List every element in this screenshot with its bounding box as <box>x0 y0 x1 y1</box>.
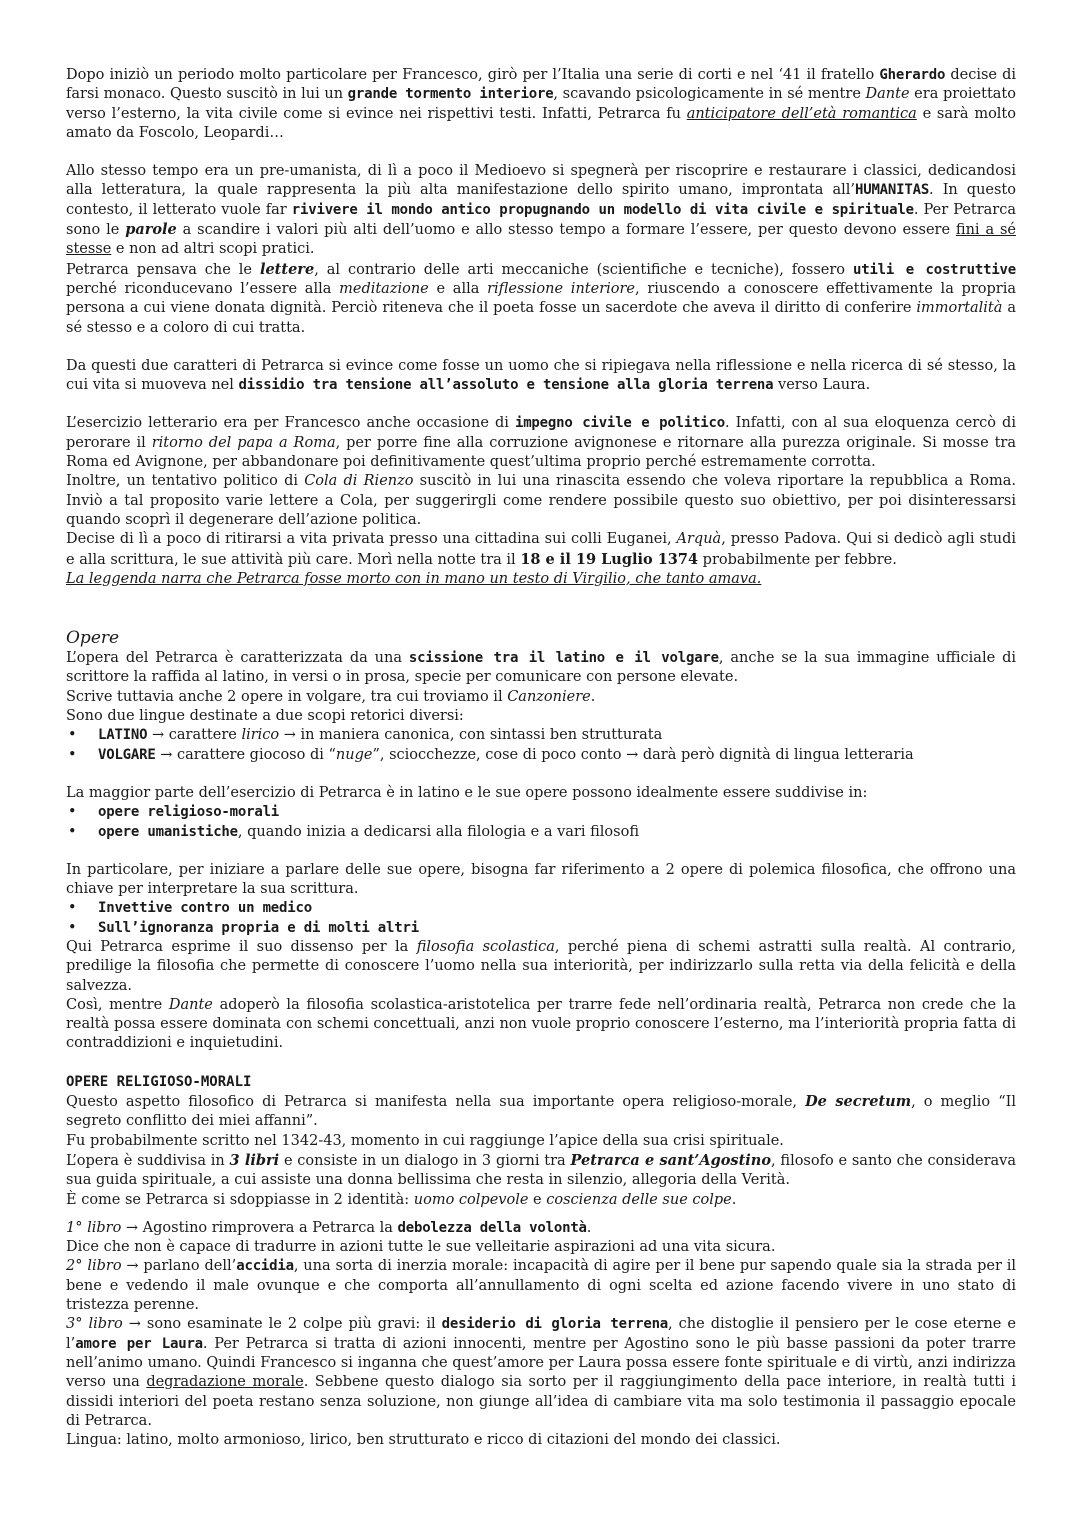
paragraph-dissidio: Da questi due caratteri di Petrarca si evince come fosse un uomo che si ripiegava nella riflessione e nella ricerca di sé stesso, la cui vita si muoveva nel dissidio tra tensione all’assoluto e tensione alla gloria terrena verso Laura. <box>66 357 1016 394</box>
paragraph-suddivisione: La maggior parte dell’esercizio di Petrarca è in latino e le sue opere possono idealmente essere suddivise in: <box>66 784 868 801</box>
paragraph-arqua: Decise di lì a poco di ritirarsi a vita privata presso una cittadina sui colli Euganei, Arquà, presso Padova. Qui si dedicò agli studi e alla scrittura, le sue attività più care. Morì nella notte tra il 18 e il 19 Luglio 1374 probabilmente per febbre. <box>66 531 1016 568</box>
heading-opere: Opere <box>66 628 120 649</box>
paragraph-libro-1: 1° libro → Agostino rimprovera a Petrarca la debolezza della volontà. <box>66 1219 592 1236</box>
paragraph-leggenda: La leggenda narra che Petrarca fosse morto con in mano un testo di Virgilio, che tanto amava. <box>66 570 762 587</box>
list-item-religioso-morali: • opere religioso-morali <box>68 804 280 821</box>
paragraph-lettere: Petrarca pensava che le lettere, al contrario delle arti meccaniche (scientifiche e tecniche), fossero utili e costruttive perché riconducevano l’essere alla meditazione e alla riflessione interiore, riuscendo a conoscere effettivamente la propria persona a cui viene donata dignità. Perciò riteneva che il poeta fosse un sacerdote che aveva il diritto di conferire immortalità a sé stesso e a coloro di cui tratta. <box>66 260 1016 336</box>
paragraph-scissione: L’opera del Petrarca è caratterizzata da una scissione tra il latino e il volgare, anche se la sua immagine ufficiale di scrittore la raffida al latino, in versi o in prosa, specie per comunicare con persone elevate. <box>66 650 1016 686</box>
list-item-invettive: • Invettive contro un medico <box>68 900 312 917</box>
paragraph-pre-umanista: Allo stesso tempo era un pre-umanista, di lì a poco il Medioevo si spegnerà per riscoprire e restaurare i classici, dedicandosi alla letteratura, la quale rappresenta la più alta manifestazione dello spirito umano, improntata all’HUMANITAS. In questo contesto, il letterato vuole far rivivere il mondo antico propugnando un modello di vita civile e spirituale. Per Petrarca sono le parole a scandire i valori più alti dell’uomo e allo stesso tempo a formare l’essere, per questo devono essere fini a sé stesse e non ad altri scopi pratici. <box>66 163 1017 258</box>
paragraph-polemica: In particolare, per iniziare a parlare delle sue opere, bisogna far riferimento a 2 opere di polemica filosofica, che offrono una chiave per interpretare la sua scrittura. <box>66 861 1016 898</box>
paragraph-gherardo: Dopo iniziò un periodo molto particolare per Francesco, girò per l’Italia una serie di corti e nel ‘41 il fratello Gherardo decise di farsi monaco. Questo suscitò in lui un grande tormento interiore, scavando psicologicamente in sé mentre Dante era proiettato verso l’esterno, la vita civile come si evince nei rispettivi testi. Infatti, Petrarca fu anticipatore dell’età romantica e sarà molto amato da Foscolo, Leopardi… <box>66 67 1017 141</box>
paragraph-libro-2: 2° libro → parlano dell’accidia, una sorta di inerzia morale: incapacità di agire per il bene pur sapendo quale sia la strada per il bene e vedendo il male ovunque e che comporta all’annullamento di ogni scelta ed azione facendo vivere in uno stato di tristezza perenne. <box>66 1258 1016 1314</box>
list-item-ignoranza: • Sull’ignoranza propria e di molti altri <box>68 919 419 936</box>
paragraph-libro-3: 3° libro → sono esaminate le 2 colpe più gravi: il desiderio di gloria terrena, che distoglie il pensiero per le cose eterne e l’amore per Laura. Per Petrarca si tratta di azioni innocenti, mentre per Agostino sono le più basse passioni da poter trarre nell’animo umano. Quindi Francesco si inganna che quest’amore per Laura possa essere fonte spirituale e di virtù, anzi indirizza verso una degradazione morale. Sebbene questo dialogo sia sorto per il raggiungimento della pace interiore, in realtà tutti i dissidi interiori del poeta restano senza soluzione, non giunge all’idea di cambiare vita ma solo testimonia il passaggio epocale di Petrarca. <box>66 1316 1016 1429</box>
paragraph-canzoniere: Scrive tuttavia anche 2 opere in volgare, tra cui troviamo il Canzoniere. <box>66 688 596 705</box>
paragraph-struttura: L’opera è suddivisa in 3 libri e consiste in un dialogo in 3 giorni tra Petrarca e sant’Agostino, filosofo e santo che considerava sua guida spirituale, a cui assiste una donna bellissima che resta in silenzio, allegoria della Verità. <box>66 1151 1016 1189</box>
list-item-umanistiche: • opere umanistiche, quando inizia a dedicarsi alla filologia e a vari filosofi <box>68 823 639 840</box>
paragraph-dante-confronto: Così, mentre Dante adoperò la filosofia scolastica-aristotelica per trarre fede nell’ordinaria realtà, Petrarca non crede che la realtà possa essere dominata con schemi concettuali, anzi non vuole proprio conoscere l’esterno, ma l’interiorità propria fatta di contraddizioni e inquietudini. <box>66 996 1016 1052</box>
list-polemica <box>66 899 1016 938</box>
paragraph-impegno-civile: L’esercizio letterario era per Francesco anche occasione di impegno civile e politico. Infatti, con al sua eloquenza cercò di perorare il ritorno del papa a Roma, per porre fine alla corruzione avignonese e ritornare alla purezza originale. Si mosse tra Roma ed Avignone, per abbandonare poi definitivamente quest’ultima proprio perché estremamente corrotta. <box>66 415 1016 471</box>
paragraph-lingua: Lingua: latino, molto armonioso, lirico, ben strutturato e ricco di citazioni del mondo dei classici. <box>66 1432 781 1449</box>
paragraph-sdoppiamento: È come se Petrarca si sdoppiasse in 2 identità: uomo colpevole e coscienza delle sue colpe. <box>66 1191 737 1208</box>
list-lingue <box>66 726 1016 765</box>
paragraph-scolastica: Qui Petrarca esprime il suo dissenso per la filosofia scolastica, perché piena di schemi astratti sulla realtà. Al contrario, predilige la filosofia che permette di conoscere l’uomo nella sua interiorità, per indirizzarlo sulla retta via della felicità e della salvezza. <box>66 938 1016 994</box>
list-item-volgare: • VOLGARE → carattere giocoso di “nuge”, sciocchezze, cose di poco conto → darà però dignità di lingua letteraria <box>68 746 914 763</box>
paragraph-datazione: Fu probabilmente scritto nel 1342-43, momento in cui raggiunge l’apice della sua crisi spirituale. <box>66 1132 784 1149</box>
paragraph-due-lingue: Sono due lingue destinate a due scopi retorici diversi: <box>66 708 464 725</box>
paragraph-libro-1-detail: Dice che non è capace di tradurre in azioni tutte le sue velleitarie aspirazioni ad una vita sicura. <box>66 1239 776 1256</box>
paragraph-cola-di-rienzo: Inoltre, un tentativo politico di Cola di Rienzo suscitò in lui una rinascita essendo che voleva riportare la repubblica a Roma. Inviò a tal proposito varie lettere a Cola, per suggerirgli come rendere possibile questo suo obiettivo, per poi disinteressarsi quando scoprì il degenerare dell’azione politica. <box>66 473 1017 528</box>
paragraph-de-secretum: Questo aspetto filosofico di Petrarca si manifesta nella sua importante opera religioso-morale, De secretum, o meglio “Il segreto conflitto dei miei affanni”. <box>66 1093 1017 1130</box>
list-item-latino: • LATINO → carattere lirico → in maniera canonica, con sintassi ben strutturata <box>68 727 663 744</box>
document-page <box>66 66 1016 1450</box>
heading-opere-religioso-morali: OPERE RELIGIOSO-MORALI <box>66 1073 252 1090</box>
list-tipi-opere <box>66 803 1016 842</box>
